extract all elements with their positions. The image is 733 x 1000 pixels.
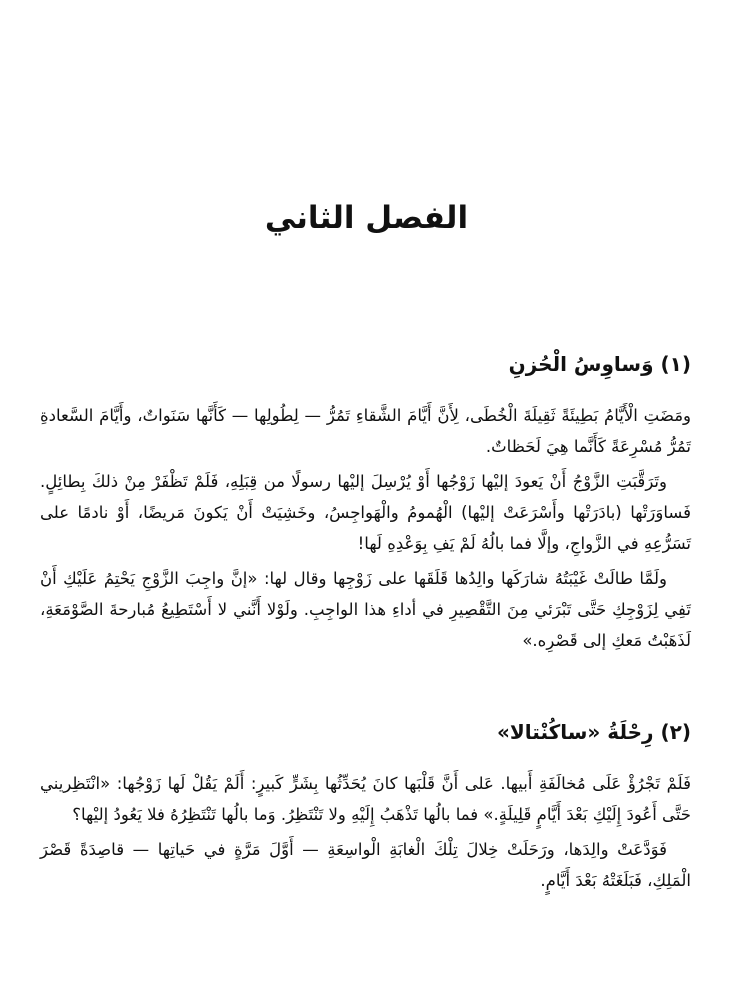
paragraph: فَوَدَّعَتْ والِدَها، ورَحَلَتْ خِلالَ تِلْكَ الْغابَةِ الْواسِعَةِ — أَوَّلَ مَرَّةٍ في حَياتِها — قاصِدَةً قَصْرَ الْمَلِكِ، فَبَلَغَتْهُ بَعْدَ أَيَّامٍ. — [40, 840, 691, 890]
section-1 — [40, 350, 691, 660]
chapter-title: الفصل الثاني — [264, 200, 469, 236]
section-2 — [40, 718, 691, 900]
paragraph: ولَمَّا طالَتْ غَيْبَتُهُ شارَكَها والِدُها قَلَقَها على زَوْجِها وقال لها: «إنَّ واجِبَ الزَّوْجِ يَحْتِمُ عَلَيْكِ أَنْ تَفِي لِزَوْجِكِ حَتَّى تَبْرَئي مِنَ التَّقْصِيرِ في أداءِ هذا الواجِبِ. ولَوْلا أَنَّني لا أَسْتَطِيعُ مُبارحةَ الصَّوْمَعَةِ، لَذَهَبْتُ مَعكِ إلى قَصْرِه.» — [40, 569, 691, 650]
section-title: (٢) رِحْلَةُ «ساكُنْتالا» — [496, 720, 691, 744]
section-title: (١) وَساوِسُ الْحُزنِ — [508, 352, 691, 376]
paragraph: وتَرَقَّبَتِ الزَّوْجُ أَنْ يَعودَ إليْها زَوْجُها أَوْ يُرْسِلَ إليْها رسولًا من قِبَلِهِ، فَلَمْ تَظْفَرْ مِنْ ذلكَ بِطائِلٍ. فَساوَرَتْها (بادَرَتْها وأَسْرَعَتْ إليْها) الْهُمومُ والْهَواجِسُ، وخَشِيَتْ أَنْ يَكونَ مَريضًا، أَوْ نادمًا على تَسَرُّعِهِ في الزَّواجِ، وإلَّا فما بالُهُ لَمْ يَفِ بِوَعْدِهِ لَها! — [40, 472, 691, 553]
paragraph: ومَضَتِ الْأَيَّامُ بَطِيئَةً ثَقِيلَةَ الْخُطَى، لِأَنَّ أَيَّامَ الشَّقاءِ تَمُرُّ — لِطُولِها — كَأَنَّها سَنَواتٌ، وأَيَّامَ السَّعادةِ تَمُرُّ مُسْرِعَةً كَأَنَّما هِيَ لَحَظاتٌ. — [40, 406, 691, 456]
paragraph: فَلَمْ تَجْرُؤْ عَلَى مُخالَفَةِ أَبيها. عَلى أَنَّ قَلْبَها كانَ يُحَدِّثُها بِشَرٍّ كَبيرٍ: أَلَمْ يَقُلْ لَها زَوْجُها: «انْتَظِريني حَتَّى أَعُودَ إِلَيْكِ بَعْدَ أَيَّامٍ قَلِيلَةٍ.» فما بالُها تَذْهَبُ إِلَيْهِ ولا تَنْتَظِرُ. وَما بالُها تَنْتَظِرُهُ فلا يَعُودُ إليْها؟ — [40, 774, 691, 824]
